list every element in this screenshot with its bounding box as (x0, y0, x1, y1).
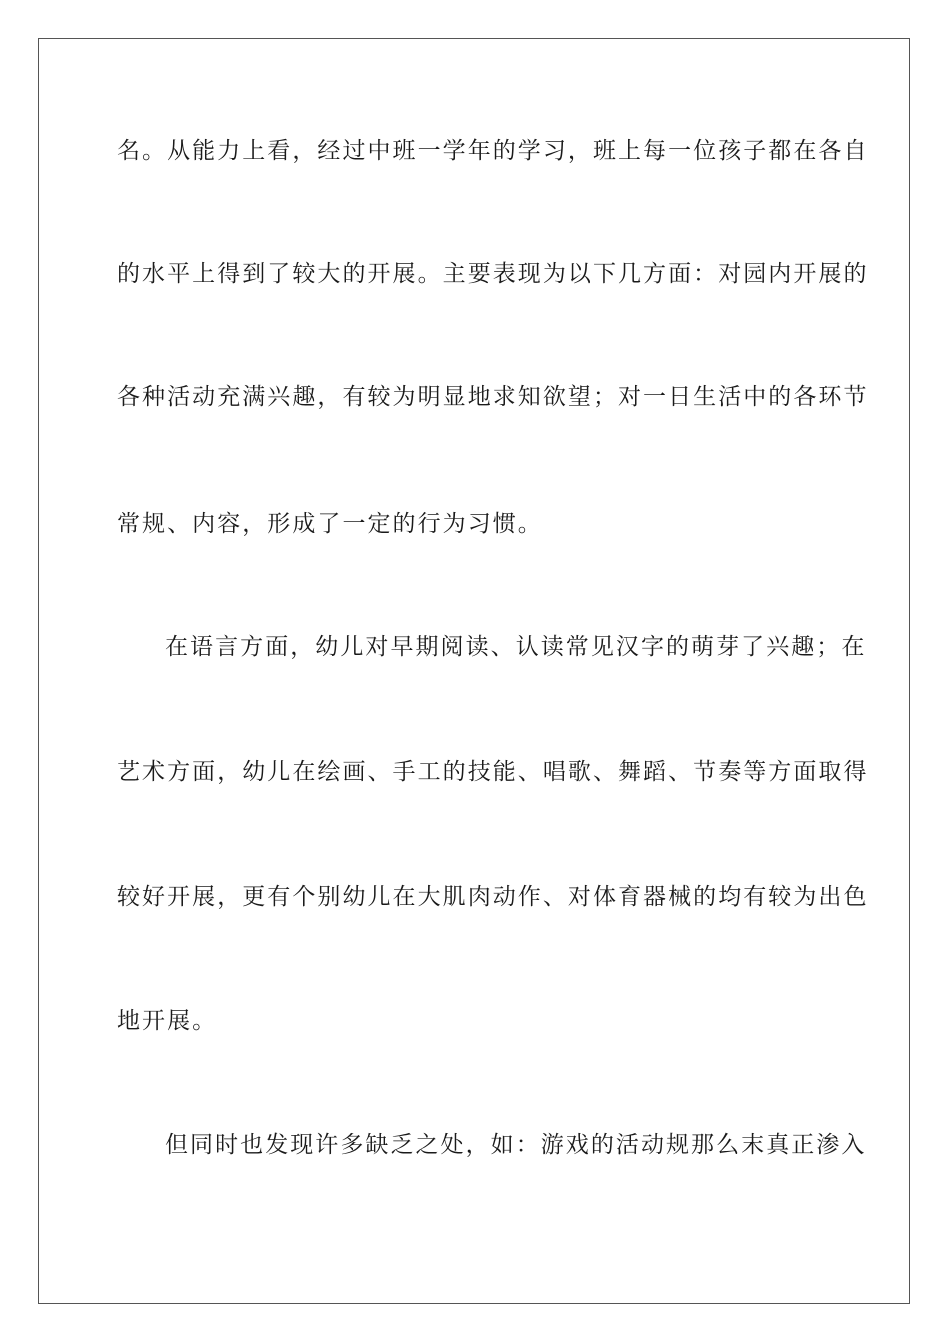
text-line-7: 较好开展，更有个别幼儿在大肌肉动作、对体育器械的均有较为出色 (117, 884, 869, 910)
text-line-3: 各种活动充满兴趣，有较为明显地求知欲望；对一日生活中的各环节 (117, 384, 869, 410)
text-line-4: 常规、内容，形成了一定的行为习惯。 (117, 511, 543, 537)
text-line-8: 地开展。 (117, 1008, 218, 1034)
text-line-5: 在语言方面，幼儿对早期阅读、认读常见汉字的萌芽了兴趣；在 (165, 634, 867, 660)
text-line-1: 名。从能力上看，经过中班一学年的学习，班上每一位孩子都在各自 (117, 138, 869, 164)
page-frame (38, 38, 910, 1304)
text-line-6: 艺术方面，幼儿在绘画、手工的技能、唱歌、舞蹈、节奏等方面取得 (117, 759, 869, 785)
text-line-9: 但同时也发现许多缺乏之处，如：游戏的活动规那么末真正渗入 (165, 1132, 867, 1158)
text-line-2: 的水平上得到了较大的开展。主要表现为以下几方面：对园内开展的 (117, 261, 869, 287)
